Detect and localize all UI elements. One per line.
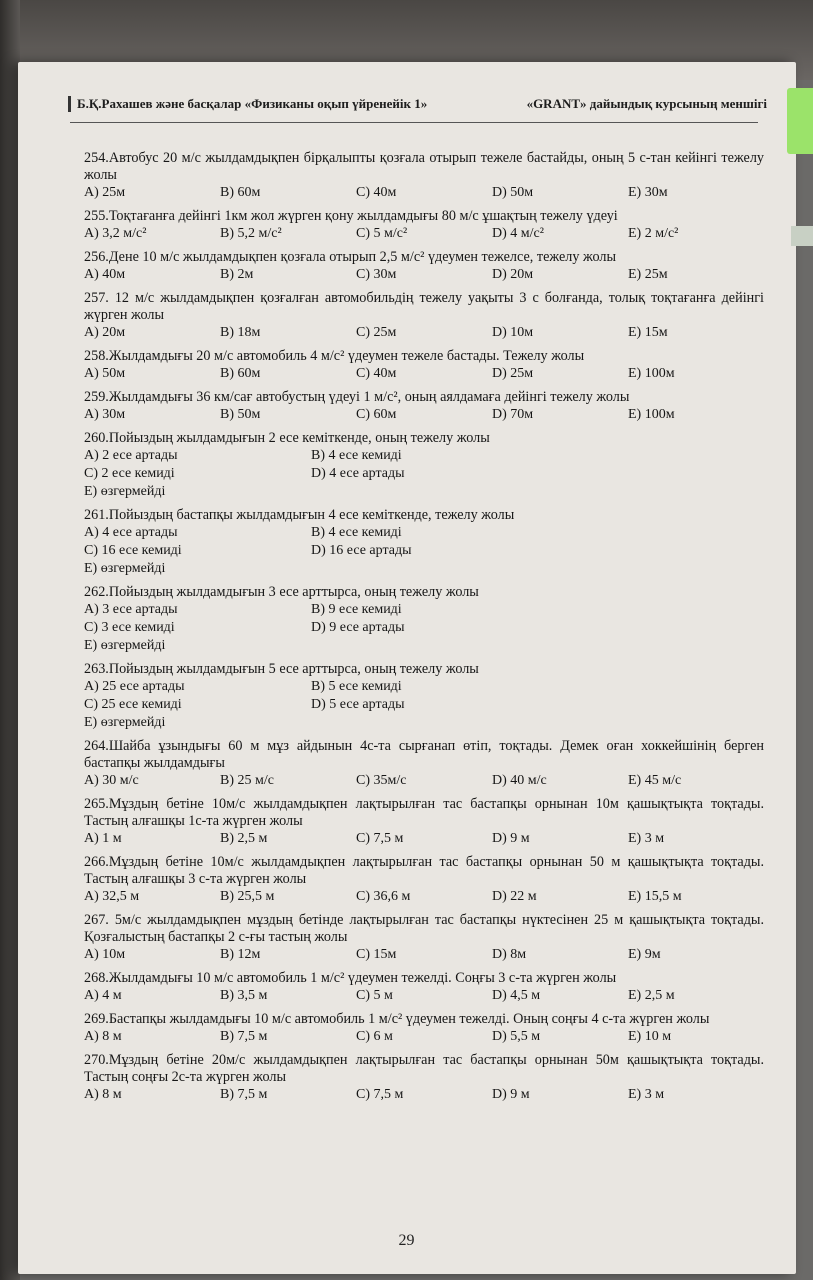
- answer-option: A) 30 м/с: [84, 773, 139, 788]
- answer-options: [84, 184, 764, 202]
- answer-option: D) 4 м/с²: [492, 226, 544, 241]
- answer-option: E) 15,5 м: [628, 889, 682, 904]
- question-item: [84, 507, 764, 578]
- question-item: [84, 348, 764, 383]
- answer-option: E) 3 м: [628, 831, 665, 846]
- answer-option: B) 3,5 м: [220, 988, 268, 1003]
- answer-option: E) 100м: [628, 407, 675, 422]
- question-text: 261.Пойыздың бастапқы жылдамдығын 4 есе кеміткенде, тежелу жолы: [84, 507, 515, 523]
- answer-options: [84, 266, 764, 284]
- answer-option: E) 10 м: [628, 1029, 672, 1044]
- question-text: 260.Пойыздың жылдамдығын 2 есе кеміткенде, оның тежелу жолы: [84, 430, 490, 446]
- answer-option: D) 70м: [492, 407, 534, 422]
- book-spine-shadow: [0, 0, 20, 1280]
- header-owner: «GRANT» дайындық курсының меншігі: [526, 96, 767, 111]
- answer-option: C) 16 есе кемиді: [84, 543, 182, 558]
- answer-option: B) 60м: [220, 185, 261, 200]
- sticky-tab-green: [787, 88, 813, 154]
- answer-options: [84, 830, 764, 848]
- answer-options: [84, 888, 764, 906]
- answer-option: B) 4 есе кемиді: [311, 525, 402, 540]
- answer-option: E) өзгермейді: [84, 484, 166, 499]
- header-authors: Б.Қ.Рахашев және басқалар «Физиканы оқып үйренейік 1»: [77, 96, 428, 111]
- answer-option: A) 1 м: [84, 831, 122, 846]
- answer-option: A) 4 м: [84, 988, 122, 1003]
- question-text: 256.Дене 10 м/с жылдамдықпен қозғала отырып 2,5 м/с² үдеумен тежелсе, тежелу жолы: [84, 249, 616, 265]
- question-list: [84, 150, 764, 1110]
- answer-option: E) 15м: [628, 325, 668, 340]
- answer-option: E) 2 м/с²: [628, 226, 679, 241]
- answer-option: A) 10м: [84, 947, 126, 962]
- question-item: [84, 150, 764, 202]
- answer-option: C) 5 м: [356, 988, 393, 1003]
- question-item: [84, 430, 764, 501]
- answer-option: B) 25,5 м: [220, 889, 275, 904]
- question-item: [84, 290, 764, 342]
- answer-options: [84, 1086, 764, 1104]
- answer-option: D) 4 есе артады: [311, 466, 405, 481]
- answer-option: C) 3 есе кемиді: [84, 620, 175, 635]
- answer-option: C) 36,6 м: [356, 889, 411, 904]
- question-text: 266.Мұздың бетіне 10м/с жылдамдықпен лақтырылған тас бастапқы орнынан 50 м қашықтықта тоқтады. Тастың алғашқы 3 с-та жүрген жолы: [84, 854, 764, 887]
- answer-option: D) 22 м: [492, 889, 537, 904]
- question-item: [84, 912, 764, 964]
- answer-option: C) 25 есе кемиді: [84, 697, 182, 712]
- answer-option: B) 50м: [220, 407, 261, 422]
- answer-option: E) 2,5 м: [628, 988, 675, 1003]
- answer-options: [84, 772, 764, 790]
- answer-options: [84, 365, 764, 383]
- answer-options: [84, 987, 764, 1005]
- answer-option: A) 4 есе артады: [84, 525, 178, 540]
- answer-options: [84, 225, 764, 243]
- question-item: [84, 1052, 764, 1104]
- question-item: [84, 970, 764, 1005]
- answer-option: A) 50м: [84, 366, 126, 381]
- answer-options: [84, 678, 764, 732]
- question-item: [84, 796, 764, 848]
- answer-option: B) 9 есе кемиді: [311, 602, 402, 617]
- answer-option: C) 25м: [356, 325, 397, 340]
- answer-option: C) 30м: [356, 267, 397, 282]
- answer-options: [84, 447, 764, 501]
- answer-option: E) 45 м/с: [628, 773, 682, 788]
- question-item: [84, 661, 764, 732]
- question-item: [84, 208, 764, 243]
- answer-option: A) 25м: [84, 185, 126, 200]
- answer-option: C) 2 есе кемиді: [84, 466, 175, 481]
- question-text: 262.Пойыздың жылдамдығын 3 есе арттырса, оның тежелу жолы: [84, 584, 479, 600]
- answer-option: B) 7,5 м: [220, 1029, 268, 1044]
- question-item: [84, 854, 764, 906]
- answer-option: D) 40 м/с: [492, 773, 547, 788]
- answer-option: B) 4 есе кемиді: [311, 448, 402, 463]
- question-text: 258.Жылдамдығы 20 м/с автомобиль 4 м/с² үдеумен тежеле бастады. Тежелу жолы: [84, 348, 585, 364]
- answer-options: [84, 324, 764, 342]
- answer-option: C) 7,5 м: [356, 1087, 404, 1102]
- answer-option: A) 30м: [84, 407, 126, 422]
- question-item: [84, 1011, 764, 1046]
- answer-option: E) өзгермейді: [84, 715, 166, 730]
- answer-option: E) 9м: [628, 947, 661, 962]
- answer-option: A) 3,2 м/с²: [84, 226, 147, 241]
- answer-option: E) 25м: [628, 267, 668, 282]
- answer-option: D) 9 м: [492, 831, 530, 846]
- page-number: 29: [398, 1232, 415, 1249]
- question-text: 257. 12 м/с жылдамдықпен қозғалған автомобильдің тежелу уақыты 3 с болғанда, толық тоқтағанға дейінгі жүрген жолы: [84, 290, 764, 323]
- answer-option: A) 8 м: [84, 1087, 122, 1102]
- answer-option: B) 12м: [220, 947, 261, 962]
- answer-option: D) 5 есе артады: [311, 697, 405, 712]
- answer-options: [84, 406, 764, 424]
- answer-option: A) 20м: [84, 325, 126, 340]
- answer-option: D) 16 есе артады: [311, 543, 412, 558]
- answer-option: D) 50м: [492, 185, 534, 200]
- answer-option: A) 8 м: [84, 1029, 122, 1044]
- answer-option: C) 5 м/с²: [356, 226, 408, 241]
- answer-option: B) 5,2 м/с²: [220, 226, 282, 241]
- question-item: [84, 738, 764, 790]
- answer-option: E) 100м: [628, 366, 675, 381]
- answer-option: D) 4,5 м: [492, 988, 541, 1003]
- answer-option: E) өзгермейді: [84, 638, 166, 653]
- answer-option: D) 25м: [492, 366, 534, 381]
- answer-option: B) 7,5 м: [220, 1087, 268, 1102]
- answer-option: A) 2 есе артады: [84, 448, 178, 463]
- answer-option: C) 6 м: [356, 1029, 393, 1044]
- answer-options: [84, 946, 764, 964]
- answer-option: C) 60м: [356, 407, 397, 422]
- question-text: 269.Бастапқы жылдамдығы 10 м/с автомобиль 1 м/с² үдеумен тежелді. Оның соңғы 4 с-та жүрген жолы: [84, 1011, 710, 1027]
- question-text: 263.Пойыздың жылдамдығын 5 есе арттырса, оның тежелу жолы: [84, 661, 479, 677]
- answer-option: D) 9 есе артады: [311, 620, 405, 635]
- question-item: [84, 389, 764, 424]
- answer-option: B) 2,5 м: [220, 831, 268, 846]
- answer-option: D) 5,5 м: [492, 1029, 541, 1044]
- answer-option: A) 25 есе артады: [84, 679, 185, 694]
- answer-option: B) 5 есе кемиді: [311, 679, 402, 694]
- answer-options: [84, 1028, 764, 1046]
- question-text: 268.Жылдамдығы 10 м/с автомобиль 1 м/с² үдеумен тежелді. Соңғы 3 с-та жүрген жолы: [84, 970, 617, 986]
- answer-option: C) 35м/с: [356, 773, 407, 788]
- question-item: [84, 249, 764, 284]
- answer-option: D) 10м: [492, 325, 534, 340]
- question-text: 264.Шайба ұзындығы 60 м мұз айдынын 4с-та сырғанап өтіп, тоқтады. Демек оған хоккейшінің берген бастапқы жылдамдығы: [84, 738, 764, 771]
- answer-option: B) 60м: [220, 366, 261, 381]
- answer-option: D) 9 м: [492, 1087, 530, 1102]
- answer-option: E) 30м: [628, 185, 668, 200]
- answer-option: C) 15м: [356, 947, 397, 962]
- answer-option: C) 40м: [356, 366, 397, 381]
- question-text: 265.Мұздың бетіне 10м/с жылдамдықпен лақтырылған тас бастапқы орнынан 10м қашықтықта тоқтады. Тастың алғашқы 1с-та жүрген жолы: [84, 796, 764, 829]
- question-text: 254.Автобус 20 м/с жылдамдықпен бірқалыпты қозғала отырып тежеле бастайды, оның 5 с-тан кейінгі тежелу жолы: [84, 150, 764, 183]
- answer-option: B) 2м: [220, 267, 254, 282]
- answer-option: A) 32,5 м: [84, 889, 140, 904]
- question-text: 259.Жылдамдығы 36 км/сағ автобустың үдеуі 1 м/с², оның аялдамаға дейінгі тежелу жолы: [84, 389, 630, 405]
- answer-option: B) 25 м/с: [220, 773, 274, 788]
- answer-options: [84, 524, 764, 578]
- answer-option: C) 7,5 м: [356, 831, 404, 846]
- question-text: 267. 5м/с жылдамдықпен мұздың бетінде лақтырылған тас бастапқы нүктесінен 25 м қашықтықта тоқтады. Қозғалыстың бастапқы 2 с-ғы тастың жолы: [84, 912, 764, 945]
- answer-option: E) 3 м: [628, 1087, 665, 1102]
- answer-option: A) 3 есе артады: [84, 602, 178, 617]
- question-item: [84, 584, 764, 655]
- question-text: 270.Мұздың бетіне 20м/с жылдамдықпен лақтырылған тас бастапқы орнынан 50м қашықтықта тоқтады. Тастың соңғы 2с-та жүрген жолы: [84, 1052, 764, 1085]
- sticky-tab-grey: [791, 226, 813, 246]
- answer-option: B) 18м: [220, 325, 261, 340]
- answer-option: C) 40м: [356, 185, 397, 200]
- answer-option: D) 20м: [492, 267, 534, 282]
- question-text: 255.Тоқтағанға дейінгі 1км жол жүрген қону жылдамдығы 80 м/с ұшақтың тежелу үдеуі: [84, 208, 618, 224]
- header-rule: [70, 122, 758, 123]
- answer-option: D) 8м: [492, 947, 527, 962]
- answer-option: E) өзгермейді: [84, 561, 166, 576]
- running-header: [68, 96, 767, 112]
- answer-option: A) 40м: [84, 267, 126, 282]
- answer-options: [84, 601, 764, 655]
